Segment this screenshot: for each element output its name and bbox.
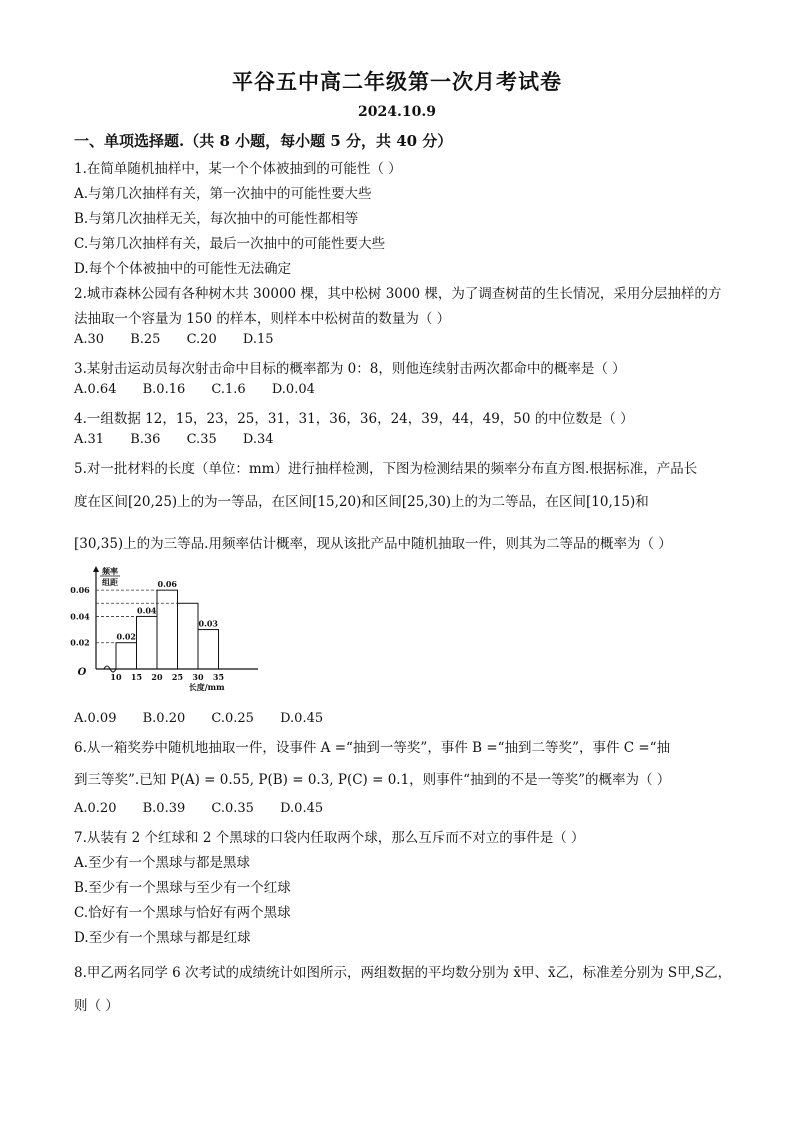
y-axis-label-bottom: 组距 (102, 577, 118, 587)
q1-option-d: D.每个个体被抽中的可能性无法确定 (74, 261, 292, 277)
q2-option-b: B.25 (130, 332, 161, 347)
frequency-histogram (70, 564, 270, 694)
q4-option-d: D.34 (242, 432, 274, 447)
bar-value-label: 0.04 (137, 605, 157, 616)
histogram-bar (137, 616, 158, 669)
bar-value-label: 0.06 (157, 579, 177, 590)
y-tick-label: 0.04 (70, 611, 90, 622)
q7-option-d: D.至少有一个黑球与都是红球 (74, 930, 251, 946)
q3-option-b: B.0.16 (142, 382, 186, 397)
histogram-bar (116, 643, 137, 669)
histogram-bar (157, 590, 178, 669)
q7-stem: 7.从装有 2 个红球和 2 个黑球的口袋内任取两个球，那么互斥而不对立的事件是（ ） (74, 830, 585, 846)
q3-option-a: A.0.64 (74, 382, 117, 397)
q3-stem: 3.某射击运动员每次射击命中目标的概率都为 0：8，则他连续射击两次都命中的概率是（ ） (74, 361, 626, 377)
q6-stem-line1: 6.从一箱奖券中随机地抽取一件，设事件 A =“抽到一等奖”，事件 B =“抽到二等奖”，事件 C =“抽 (74, 740, 671, 756)
q4-option-a: A.31 (74, 432, 105, 447)
q5-option-d: D.0.45 (280, 711, 324, 726)
q4-option-c: C.35 (186, 432, 217, 447)
section-heading: 一、单项选择题.（共 8 小题，每小题 5 分，共 40 分） (74, 132, 453, 150)
q2-option-a: A.30 (74, 332, 105, 347)
q6-option-d: D.0.45 (280, 801, 324, 816)
bar-value-label: 0.02 (116, 631, 136, 642)
x-tick-label: 20 (151, 672, 163, 682)
q4-stem: 4.一组数据 12，15，23，25，31，31，36，36，24，39，44，49，50 的中位数是（ ） (74, 411, 634, 427)
q2-option-d: D.15 (242, 332, 274, 347)
q1-stem: 1.在简单随机抽样中，某一个个体被抽到的可能性（ ） (74, 161, 402, 177)
q1-option-a: A.与第几次抽样有关，第一次抽中的可能性要大些 (74, 186, 372, 202)
q5-option-b: B.0.20 (142, 711, 186, 726)
y-tick-label: 0.06 (70, 585, 90, 596)
x-tick-label: 30 (192, 672, 204, 682)
exam-title: 平谷五中高二年级第一次月考试卷 (232, 69, 562, 94)
q8-stem-line2: 则（ ） (74, 998, 119, 1014)
q3-option-c: C.1.6 (211, 382, 246, 397)
x-tick-label: 10 (110, 672, 122, 682)
q3-option-d: D.0.04 (271, 382, 315, 397)
histogram-bar (178, 603, 199, 669)
origin-label: O (77, 667, 87, 678)
q2-stem-line2: 法抽取一个容量为 150 的样本，则样本中松树苗的数量为（ ） (74, 311, 451, 327)
q7-option-b: B.至少有一个黑球与至少有一个红球 (74, 880, 291, 896)
q3-options (74, 382, 337, 397)
q5-options (74, 711, 345, 726)
q6-option-a: A.0.20 (74, 801, 117, 816)
q5-option-a: A.0.09 (74, 711, 117, 726)
q6-option-b: B.0.39 (142, 801, 186, 816)
histogram-bar (198, 630, 219, 669)
x-axis-label: 长度/mm (188, 682, 225, 692)
q1-option-b: B.与第几次抽样无关，每次抽中的可能性都相等 (74, 211, 359, 227)
q6-stem-line2: 到三等奖”.已知 P(A) = 0.55, P(B) = 0.3, P(C) = 0.1，则事件“抽到的不是一等奖”的概率为（ ） (74, 772, 671, 788)
x-tick-label: 15 (130, 672, 143, 682)
q5-option-c: C.0.25 (211, 711, 254, 726)
bar-value-label: 0.03 (198, 618, 218, 629)
q2-option-c: C.20 (186, 332, 217, 347)
x-tick-label: 25 (171, 672, 184, 682)
q4-option-b: B.36 (130, 432, 161, 447)
q5-stem-line3: [30,35)上的为三等品.用频率估计概率，现从该批产品中随机抽取一件，则其为二等品的概率为（ ） (74, 536, 672, 552)
q2-stem-line1: 2.城市森林公园有各种树木共 30000 棵，其中松树 3000 棵，为了调查树苗的生长情况，采用分层抽样的方 (74, 286, 722, 302)
q5-stem-line2: 度在区间[20,25)上的为一等品，在区间[15,20)和区间[25,30)上的为二等品，在区间[10,15)和 (74, 494, 649, 510)
q7-option-a: A.至少有一个黑球与都是黑球 (74, 855, 251, 871)
y-axis-arrow (93, 566, 99, 572)
q7-option-c: C.恰好有一个黑球与恰好有两个黑球 (74, 905, 291, 921)
y-axis-label-top: 频率 (102, 566, 118, 576)
q6-option-c: C.0.35 (211, 801, 254, 816)
x-tick-label: 35 (212, 672, 225, 682)
q2-options (74, 332, 296, 347)
q4-options (74, 432, 296, 447)
y-tick-label: 0.02 (70, 637, 90, 648)
q8-stem-line1: 8.甲乙两名同学 6 次考试的成绩统计如图所示，两组数据的平均数分别为 x̄甲、x̄乙，标准差分别为 S甲,S乙， (74, 965, 732, 981)
q6-options (74, 801, 345, 816)
q5-stem-line1: 5.对一批材料的长度（单位：mm）进行抽样检测，下图为检测结果的频率分布直方图.根据标准，产品长 (74, 461, 698, 477)
exam-date: 2024.10.9 (358, 104, 436, 120)
q1-option-c: C.与第几次抽样有关，最后一次抽中的可能性要大些 (74, 236, 386, 252)
